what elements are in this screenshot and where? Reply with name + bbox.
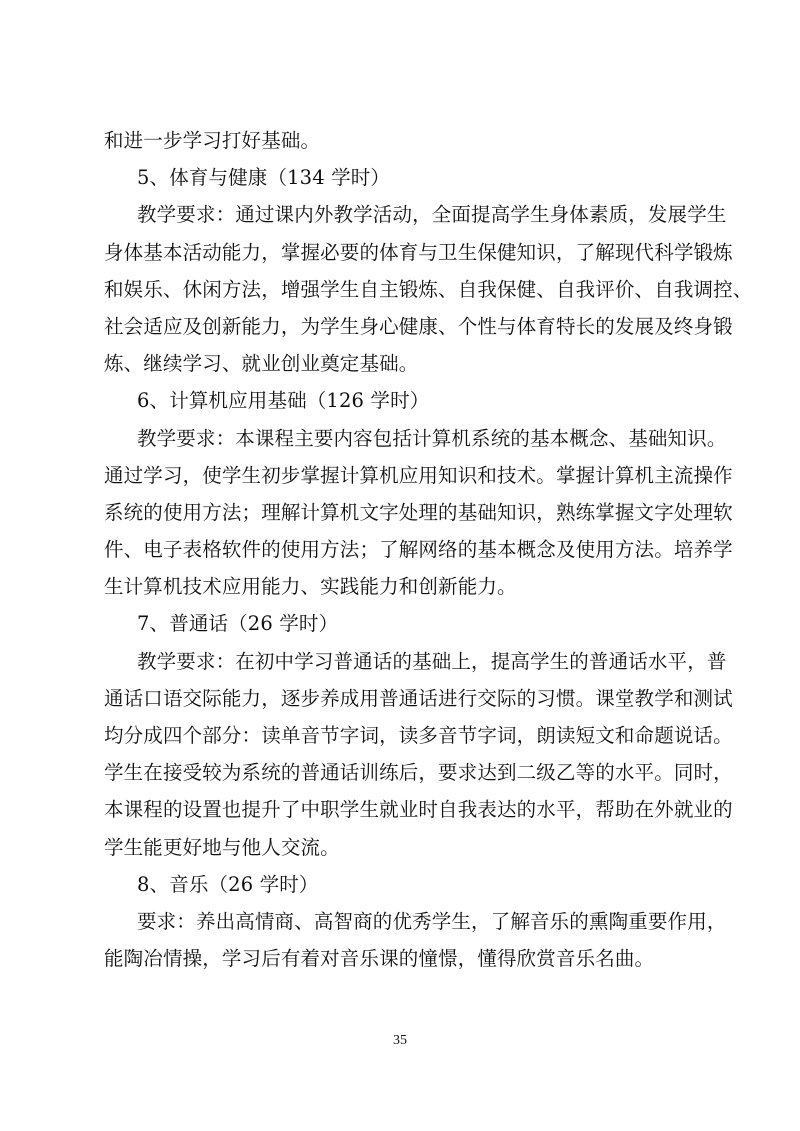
section-heading-pe-health: 5、体育与健康（134 学时） xyxy=(137,166,391,190)
document-body xyxy=(104,122,753,977)
text-line: 炼、继续学习、就业创业奠定基础。 xyxy=(104,352,419,376)
text-line: 能陶冶情操，学习后有着对音乐课的憧憬，懂得欣赏音乐名曲。 xyxy=(104,947,655,971)
section-heading-music: 8、音乐（26 学时） xyxy=(137,872,319,896)
text-line: 和娱乐、休闲方法，增强学生自主锻炼、自我保健、自我评价、自我调控、 xyxy=(104,277,753,301)
section-heading-mandarin: 7、普通话（26 学时） xyxy=(137,612,339,636)
text-line: 件、电子表格软件的使用方法；了解网络的基本概念及使用方法。培养学 xyxy=(104,538,733,562)
text-line: 教学要求：在初中学习普通话的基础上，提高学生的普通话水平，普 xyxy=(137,649,727,673)
text-line: 和进一步学习打好基础。 xyxy=(104,129,321,152)
text-line: 社会适应及创新能力，为学生身心健康、个性与体育特长的发展及终身锻 xyxy=(104,314,733,338)
text-line: 要求：养出高情商、高智商的优秀学生，了解音乐的熏陶重要作用， xyxy=(137,909,727,933)
text-line: 均分成四个部分：读单音节字词，读多音节字词，朗读短文和命题说话。 xyxy=(104,724,733,747)
text-line: 通过学习，使学生初步掌握计算机应用知识和技术。掌握计算机主流操作 xyxy=(104,463,733,487)
text-line: 学生能更好地与他人交流。 xyxy=(104,835,340,859)
text-line: 学生在接受较为系统的普通话训练后，要求达到二级乙等的水平。同时， xyxy=(104,761,733,785)
section-heading-computer-basics: 6、计算机应用基础（126 学时） xyxy=(137,389,430,413)
text-line: 本课程的设置也提升了中职学生就业时自我表达的水平，帮助在外就业的 xyxy=(104,798,733,822)
text-line: 生计算机技术应用能力、实践能力和创新能力。 xyxy=(104,575,517,599)
text-line: 教学要求：本课程主要内容包括计算机系统的基本概念、基础知识。 xyxy=(137,426,727,450)
text-line: 教学要求：通过课内外教学活动，全面提高学生身体素质，发展学生 xyxy=(137,203,727,227)
text-line: 系统的使用方法；理解计算机文字处理的基础知识，熟练掌握文字处理软 xyxy=(104,500,733,524)
text-line: 身体基本活动能力，掌握必要的体育与卫生保健知识，了解现代科学锻炼 xyxy=(104,240,733,264)
text-line: 通话口语交际能力，逐步养成用普通话进行交际的习惯。课堂教学和测试 xyxy=(104,686,733,710)
page-number: 35 xyxy=(393,1033,407,1048)
